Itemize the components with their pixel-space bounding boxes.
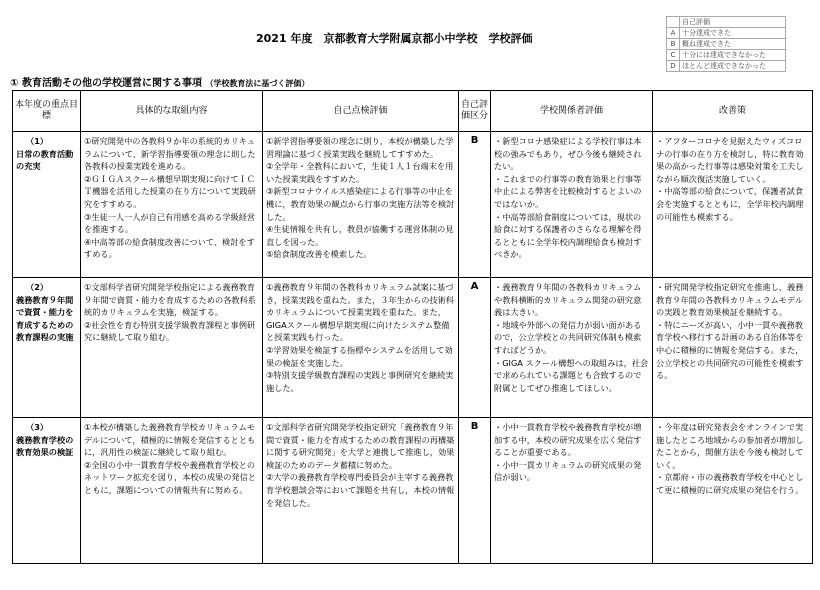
self-eval-item: ⑤給食制度改善を模索した。 (266, 249, 372, 260)
self-eval-cell (263, 132, 459, 278)
header-improve: 改善策 (653, 91, 813, 132)
improve-item: ・アフターコロナを見据えたウィズコロナの行事の在り方を検討し，特に教育効果の高かった行事等は感染対策を工夫しながら順次復活実施していく。 (656, 136, 804, 184)
improve-cell (653, 132, 813, 278)
improve-cell (653, 418, 813, 564)
stakeholder-item: ・小中一貫教育学校や義務教育学校が増加する中，本校の研究成果を広く発信することが重要である。 (494, 422, 642, 458)
goal-cell (13, 132, 81, 278)
improve-item: ・京都府・市の義務教育学校を中心として更に積極的に研究成果の発信を行う。 (656, 472, 804, 495)
eval-rank: A (470, 281, 479, 292)
goal-cell (13, 278, 81, 418)
stakeholder-item: ・中高等部給食制度については，現状の給食に対する保護者のさらなる理解を得るとともに全学年校内調理給食も検討すべきか。 (494, 211, 642, 260)
stakeholder-cell (491, 418, 653, 564)
goal-number: （1） (26, 136, 49, 146)
action-item: ①文部科学省研究開発学校指定による義務教育９年間で資質・能力を育成するための各教科系統的カリキュラムを実施，検証する。 (84, 282, 256, 318)
improve-item: ・研究開発学校指定研究を推進し，義務教育９年間の各教科カリキュラムモデルの実践と教育効果検証を継続する。 (656, 282, 804, 318)
header-goal: 本年度の重点目標 (13, 91, 81, 132)
header-eval-rank: 自己評価区分 (459, 91, 491, 132)
goal-text: 義務教育学校の教育効果の検証 (16, 434, 74, 458)
action-cell (81, 418, 263, 564)
section-heading (10, 74, 309, 89)
stakeholder-item: ・GIGA スクール構想への取組みは，社会で求められている課題とも合致するので附属としてぜひ推進してほしい。 (494, 357, 649, 393)
self-eval-item: ③新型コロナウイルス感染症による行事等の中止を機に，教育効果の観点から行事の実施方法等を検討した。 (266, 186, 455, 222)
goal-text: 義務教育９年間で資質・能力を育成するための教育課程の実施 (16, 294, 74, 343)
evaluation-legend (666, 16, 786, 72)
section-title: ① 教育活動その他の学校運営に関する事項 (10, 78, 202, 89)
legend-text: ほとんど達成できなかった (680, 61, 786, 72)
eval-rank-cell (459, 132, 491, 278)
action-item: ①研究開発中の各教科９か年の系統的カリキュラムについて、新学習指導要領の理念に則した各教科の授業実践を進める。 (84, 136, 256, 172)
header-self-eval: 自己点検評価 (263, 91, 459, 132)
legend-text: 十分には達成できなかった (680, 50, 786, 61)
table-header-row (13, 91, 813, 132)
eval-rank: B (470, 135, 479, 146)
improve-item: ・特にニーズが高い，小中一貫や義務教育学校へ移行する計画のある自治体等を中心に積極的に情報を発信する。また，公立学校との共同研究の可能性を模索する。 (656, 319, 804, 381)
action-item: ①本校が構築した義務教育学校カリキュラムモデルについて，積極的に情報を発信するとともに，汎用性の検証に継続して取り組む。 (84, 422, 256, 458)
legend-key: A (667, 28, 680, 39)
stakeholder-cell (491, 278, 653, 418)
table-row (13, 132, 813, 278)
eval-rank-cell (459, 418, 491, 564)
legend-text: 概ね達成できた (680, 39, 786, 50)
improve-cell (653, 278, 813, 418)
stakeholder-item: ・新型コロナ感染症による学校行事は本校の強みでもあり，ぜひ今後も継続されたい。 (494, 136, 642, 172)
action-item: ②社会性を育む特別支援学級教育課程と事例研究に継続して取り組む。 (84, 319, 256, 343)
legend-text: 自己評価 (680, 17, 786, 28)
section-note: （学校教育法に基づく評価） (205, 79, 310, 88)
evaluation-table (12, 90, 813, 564)
stakeholder-item: ・これまでの行事等の教育効果と行事等中止による弊害を比較検討するとよいのではないか。 (494, 173, 642, 209)
self-eval-cell (263, 418, 459, 564)
goal-number: （3） (26, 422, 49, 432)
action-cell (81, 278, 263, 418)
action-item: ②全国の小中一貫教育学校や義務教育学校とのネットワーク拡充を図り，本校の成果の発信とともに，課題についての情報共有に努める。 (84, 459, 256, 495)
self-eval-cell (263, 278, 459, 418)
legend-text: 十分達成できた (680, 28, 786, 39)
stakeholder-item: ・義務教育９年間の各教科カリキュラムや教科横断的カリキュラム開発の研究意義は大きい。 (494, 282, 642, 318)
self-eval-item: ④生徒情報を共有し，教員が協働する運営体制の見直しを図った。 (266, 224, 454, 247)
goal-text: 日常の教育活動の充実 (16, 148, 74, 172)
self-eval-item: ②学習効果を検証する指標やシステムを活用して効果の検証を実施した。 (266, 344, 453, 368)
self-eval-item: ②全学年・全教科において，生徒１人１台端末を用いた授業実践をすすめた。 (266, 161, 454, 184)
header-actions: 具体的な取組内容 (81, 91, 263, 132)
eval-rank: B (470, 421, 479, 432)
improve-item: ・今年度は研究発表会をオンラインで実施したところ地域からの参加者が増加したことから，開催方法を今後も検討していく。 (656, 422, 804, 470)
goal-number: （2） (26, 282, 49, 292)
table-row (13, 418, 813, 564)
legend-key: C (667, 50, 680, 61)
self-eval-item: ①義務教育９年間の各教科カリキュラム試案に基づき，授業実践を重ねた。また，３年生からの技術科カリキュラムについて授業実践を重ねた。また，GIGAスクール構想早期実現に向けたシステム整備と授業実践も行った。 (266, 282, 454, 343)
legend-key: D (667, 61, 680, 72)
stakeholder-item: ・小中一貫カリキュラムの研究成果の発信が弱い。 (494, 459, 642, 483)
action-cell (81, 132, 263, 278)
self-eval-item: ①新学習指導要領の理念に則り，本校が構築した学習理論に基づく授業実践を継続してすすめた。 (266, 136, 454, 159)
legend-key (667, 17, 680, 28)
header-stakeholder: 学校関係者評価 (491, 91, 653, 132)
action-item: ③生徒一人一人が自己有用感を高める学級経営を推進する。 (84, 211, 256, 235)
self-eval-item: ③特別支援学級教育課程の実践と事例研究を継続実施した。 (266, 370, 454, 393)
table-row (13, 278, 813, 418)
improve-item: ・中高等部の給食について，保護者試食会を実施するとともに，全学年校内調理の可能性も模索する。 (656, 186, 804, 222)
stakeholder-item: ・地域や外部への発信力が弱い面があるので，公立学校との共同研究体制も模索すればどうか。 (494, 319, 642, 355)
eval-rank-cell (459, 278, 491, 418)
goal-cell (13, 418, 81, 564)
self-eval-item: ①文部科学省研究開発学校指定研究「義務教育９年間で資質・能力を育成するための教育課程の再構築に関する研究開発」を大学と連携して推進し，効果検証のためのデータ蓄積に努めた。 (266, 422, 455, 470)
self-eval-item: ②大学の義務教育学校専門委員会が主宰する義務教育学校懇談会等において課題を共有し，本校の情報を発信した。 (266, 472, 455, 508)
legend-key: B (667, 39, 680, 50)
stakeholder-cell (491, 132, 653, 278)
document-title: 2021 年度 京都教育大学附属京都小中学校 学校評価 (256, 32, 533, 45)
action-item: ④中高等部の給食制度改善について、検討をすすめる。 (84, 236, 255, 260)
action-item: ②ＧＩＧＡスクール構想早期実現に向けてＩＣＴ機器を活用した授業の在り方について実践研究をすすめる。 (84, 173, 256, 209)
